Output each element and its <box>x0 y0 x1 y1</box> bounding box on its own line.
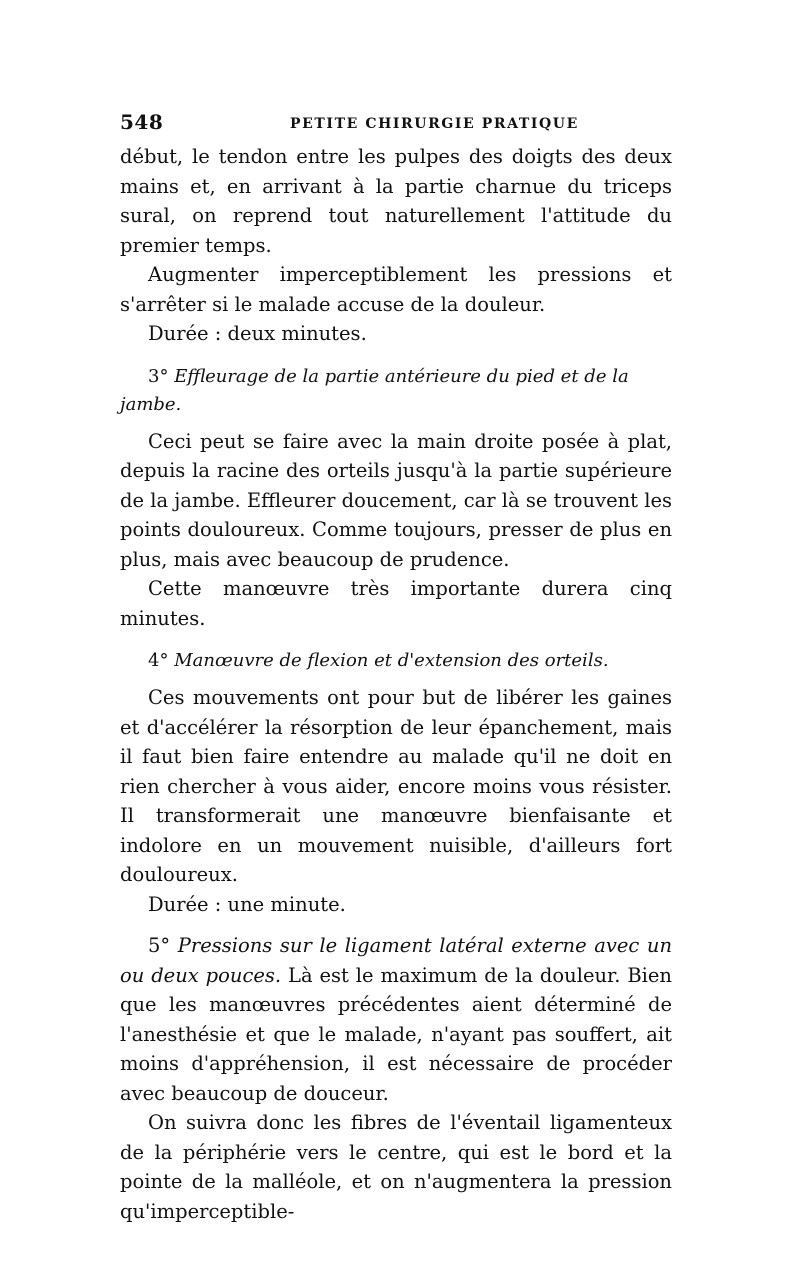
paragraph-5: Cette manœuvre très importante durera cinq minutes. <box>120 577 672 630</box>
section-number-3: 3° <box>148 365 169 387</box>
page-number: 548 <box>120 110 164 134</box>
paragraph-3: Durée : deux minutes. <box>148 322 367 345</box>
section-title-5: Pressions sur le ligament latéral externe avec un ou deux pouces. <box>120 934 673 987</box>
section-heading-4 <box>120 647 672 675</box>
section-title-4: Manœuvre de flexion et d'extension des orteils. <box>174 650 609 671</box>
running-title: PETITE CHIRURGIE PRATIQUE <box>290 116 579 132</box>
book-page <box>120 110 672 1226</box>
section-number-4: 4° <box>148 650 169 671</box>
section-heading-3 <box>120 363 672 419</box>
section-title-3: Effleurage de la partie antérieure du pied et de la jambe. <box>120 365 629 415</box>
paragraph-6: Ces mouvements ont pour but de libérer les gaines et d'accélérer la résorption de leur épanchement, mais il faut bien faire entendre au malade qu'il ne doit en rien chercher à vous aider, encore moins vous résister. Il transformerait une manœuvre bienfaisante et indolore en un mouvement nuisible, d'ailleurs fort douloureux. <box>120 686 672 886</box>
paragraph-8-text: Là est le maximum de la douleur. Bien que les manœuvres précédentes aient déterminé de l'anesthésie et que le malade, n'ayant pas souffert, ait moins d'appréhension, il est nécessaire de procéder avec beaucoup de douceur. <box>120 963 672 1105</box>
paragraph-2: Augmenter imperceptiblement les pressions et s'arrêter si le malade accuse de la douleur. <box>120 263 672 316</box>
section-number-5: 5° <box>148 934 171 957</box>
paragraph-7: Durée : une minute. <box>148 892 346 916</box>
page-header <box>120 110 672 142</box>
paragraph-4: Ceci peut se faire avec la main droite posée à plat, depuis la racine des orteils jusqu'à la partie supérieure de la jambe. Effleurer doucement, car là se trouvent les points douloureux. Comme toujours, presser de plus en plus, mais avec beaucoup de prudence. <box>120 429 672 571</box>
paragraph-8 <box>120 931 672 1108</box>
paragraph-1: début, le tendon entre les pulpes des doigts des deux mains et, en arrivant à la partie charnue du triceps sural, on reprend tout naturellement l'attitude du premier temps. <box>120 145 672 257</box>
paragraph-9: On suivra donc les fibres de l'éventail ligamenteux de la périphérie vers le centre, qui est le bord et la pointe de la malléole, et on n'augmentera la pression qu'imperceptible- <box>120 1111 672 1223</box>
